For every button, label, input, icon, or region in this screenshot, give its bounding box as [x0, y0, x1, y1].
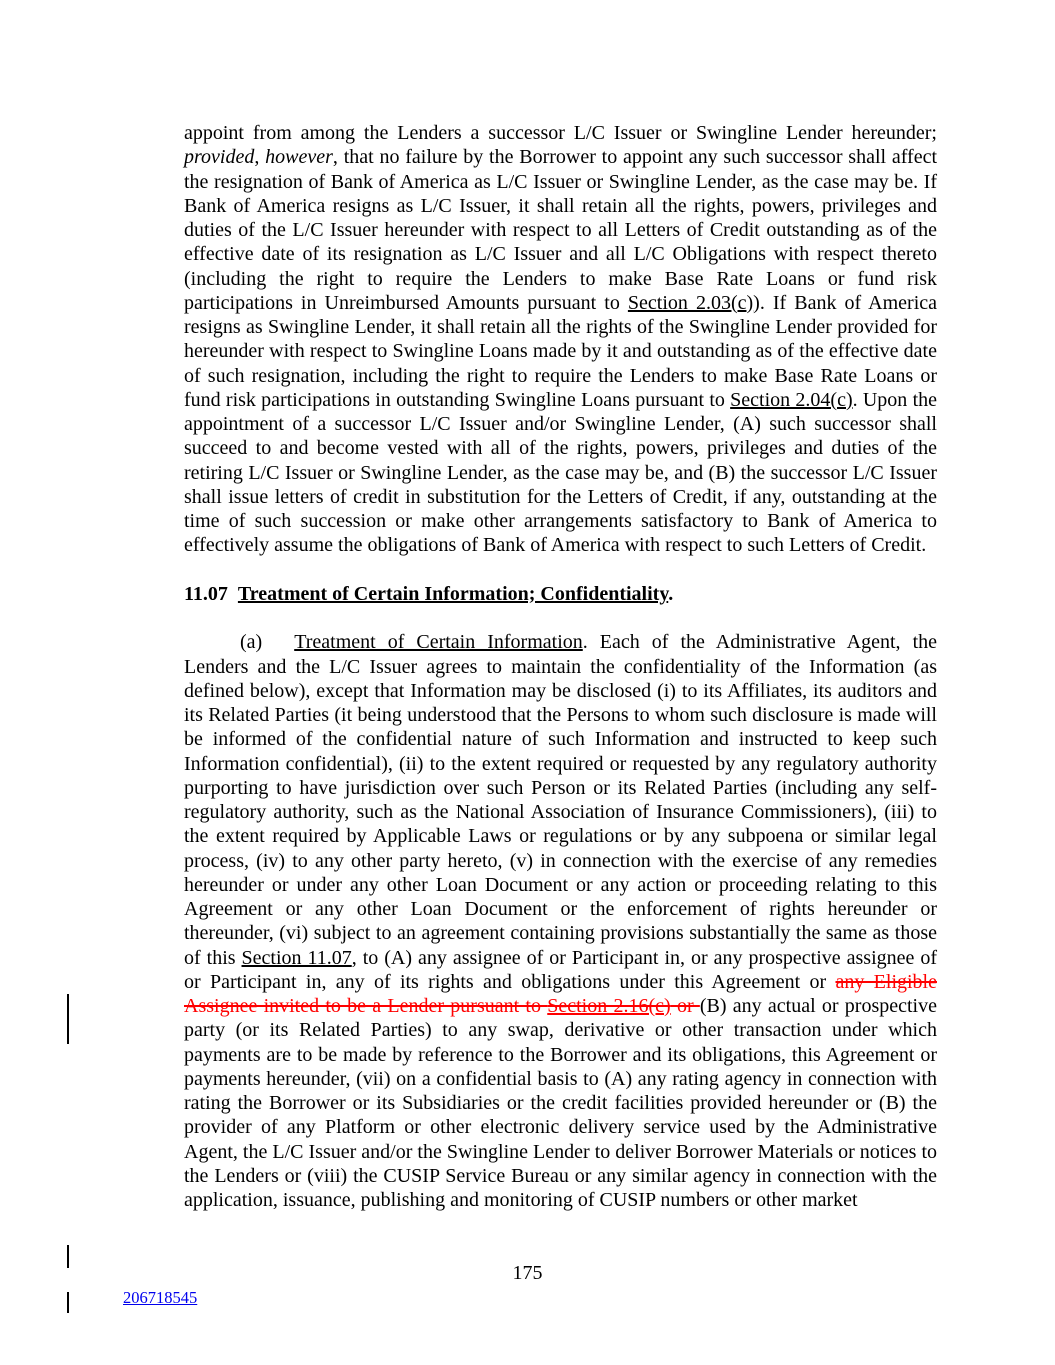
- body-text: . Upon the appointment of a successor L/C Issuer and/or Swingline Lender, (A) such successor shall succeed to and become vested with all of the rights, powers, privileges and duties of the retiring L/C Issuer or Swingline Lender, as the case may be, and (B) the successor L/C Issuer shall issue letters of credit in substitution for the Letters of Credit, if any, outstanding at the time of such succession or make other arrangements satisfactory to Bank of America to effectively assume the obligations of Bank of America with respect to such Letters of Credit.: [184, 388, 938, 557]
- deleted-text: any Eligible Assignee invited to be a Lender pursuant to: [184, 970, 937, 1017]
- section-heading-period: .: [668, 582, 674, 605]
- deleted-cross-reference: Section 2.16(c): [547, 995, 671, 1017]
- document-id-stamp: 206718545: [123, 1288, 198, 1307]
- section-title: Treatment of Certain Information; Confidentiality: [237, 582, 669, 605]
- paragraph-continuation: [184, 121, 937, 558]
- cross-reference: Section 2.03(c): [627, 291, 754, 314]
- paragraph-a: [184, 630, 937, 1212]
- page-number: 175: [512, 1262, 543, 1284]
- cross-reference: Section 2.04(c): [730, 388, 853, 411]
- change-bar: [67, 994, 69, 1044]
- paragraph-a-text: [184, 631, 937, 1211]
- cross-reference: Section 11.07: [241, 946, 352, 969]
- body-text: , to (A) any assignee of or Participant in, or any prospective assignee of or Participant in, any of its rights and obligations under this Agreement or: [184, 946, 938, 993]
- deleted-text: or: [670, 995, 700, 1017]
- paragraph-a-label: (a): [240, 631, 263, 654]
- change-bar: [67, 1292, 69, 1313]
- change-bar: [67, 1245, 69, 1268]
- body-text: ). If Bank of America resigns as Swingline Lender, it shall retain all the rights of the Swingline Lender provided for hereunder with respect to Swingline Loans made by it and outstanding as of the effective date of such resignation, including the right to require the Lenders to make Base Rate Loans or fund risk participations in outstanding Swingline Loans pursuant to: [184, 291, 938, 411]
- page-body: [184, 121, 937, 1237]
- body-text: , that no failure by the Borrower to appoint any such successor shall affect the resignation of Bank of America as L/C Issuer or Swingline Lender, as the case may be. If Bank of America resigns as L/C Issuer, it shall retain all the rights, powers, privileges and duties of the L/C Issuer hereunder with respect to all Letters of Credit outstanding as of the effective date of its resignation as L/C Issuer and all L/C Obligations with respect thereto (including the right to require the Lenders to make Base Rate Loans or fund risk participations in Unreimbursed Amounts pursuant to: [184, 146, 938, 314]
- body-text: ,: [254, 146, 266, 169]
- section-heading: [184, 582, 937, 606]
- section-number: 11.07: [184, 582, 228, 605]
- emphasized-term: provided: [184, 146, 255, 169]
- body-text: appoint from among the Lenders a successor L/C Issuer or Swingline Lender hereunder;: [184, 122, 937, 144]
- emphasized-term: however: [265, 146, 333, 169]
- body-text: . Each of the Administrative Agent, the Lenders and the L/C Issuer agrees to maintain the confidentiality of the Information (as defined below), except that Information may be disclosed (i) to its Affiliates, its auditors and its Related Parties (it being understood that the Persons to whom such disclosure is made will be informed of the confidential nature of such Information and instructed to keep such Information confidential), (ii) to the extent required or requested by any regulatory authority purporting to have jurisdiction over such Person or its Related Parties (including any self-regulatory authority, such as the National Association of Insurance Commissioners), (iii) to the extent required by Applicable Laws or regulations or by any subpoena or similar legal process, (iv) to any other party hereto, (v) in connection with the exercise of any remedies hereunder or under any other Loan Document or any action or proceeding relating to this Agreement or any other Loan Document or the enforcement of rights hereunder or thereunder, (vi) subject to an agreement containing provisions substantially the same as those of this: [184, 631, 938, 969]
- subsection-title: Treatment of Certain Information: [294, 631, 583, 654]
- body-text: (B) any actual or prospective party (or its Related Parties) to any swap, derivative or other transaction under which payments are to be made by reference to the Borrower and its obligations, this Agreement or payments hereunder, (vii) on a confidential basis to (A) any rating agency in connection with rating the Borrower or its Subsidiaries or the credit facilities provided hereunder or (B) the provider of any Platform or other electronic delivery service used by the Administrative Agent, the L/C Issuer and/or the Swingline Lender to deliver Borrower Materials or notices to the Lenders or (viii) the CUSIP Service Bureau or any similar agency in connection with the application, issuance, publishing and monitoring of CUSIP numbers or other market: [184, 995, 937, 1211]
